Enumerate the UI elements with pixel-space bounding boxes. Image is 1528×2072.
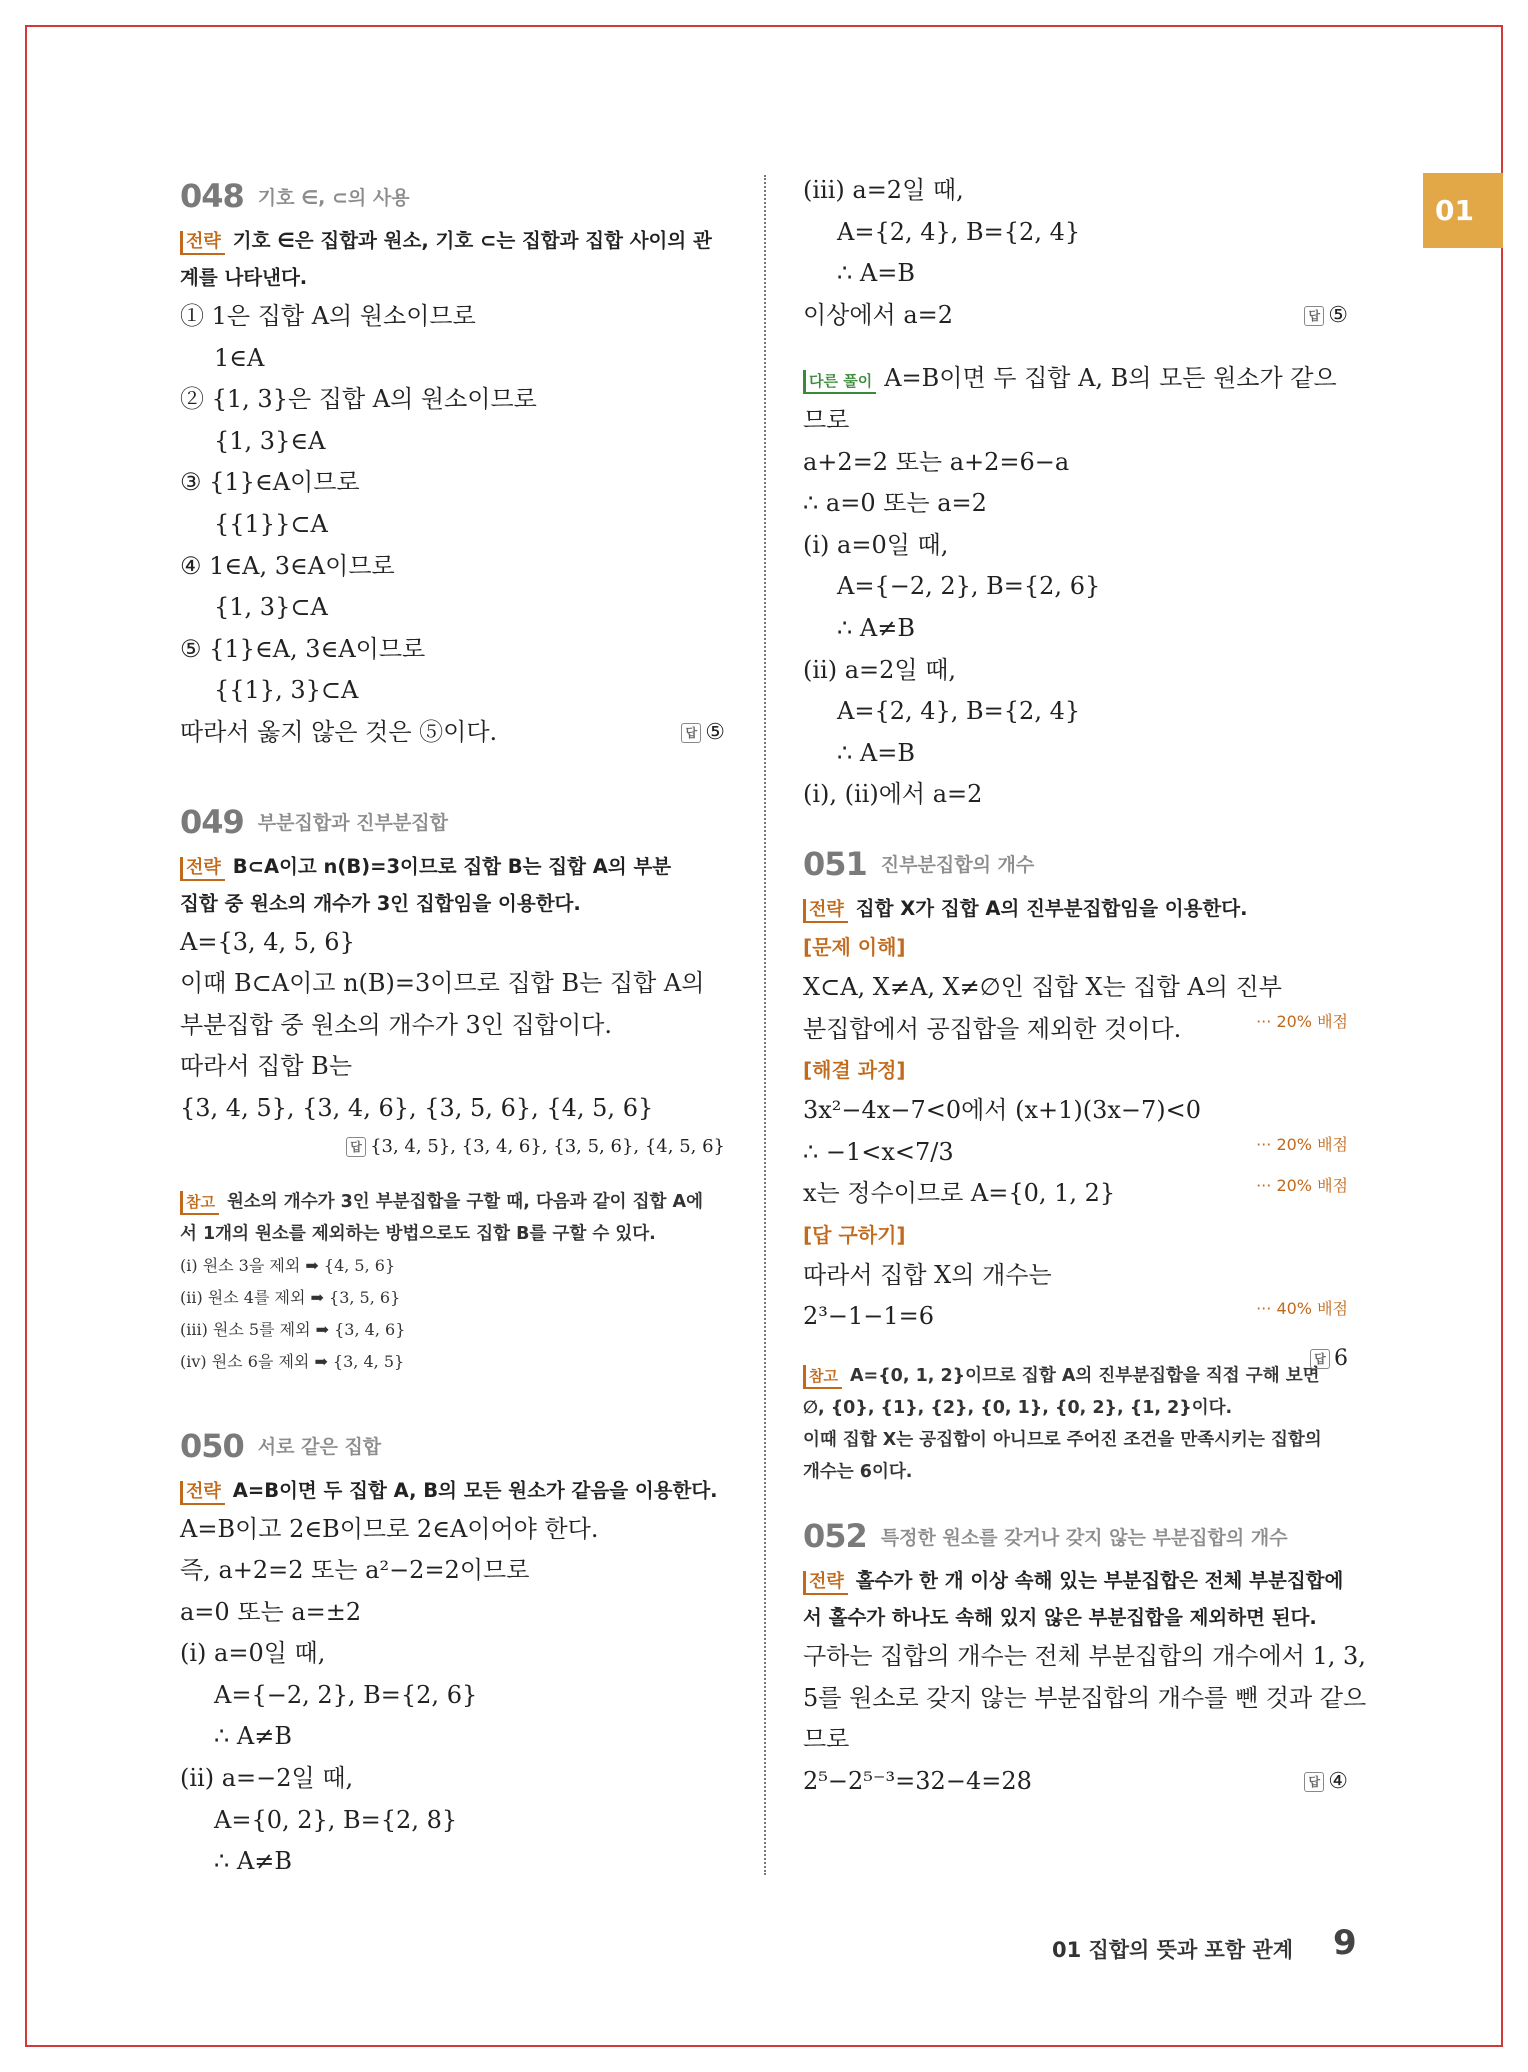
solution-line: 따라서 집합 X의 개수는 xyxy=(803,1260,1052,1289)
solution-line: X⊂A, X≠A, X≠∅인 집합 X는 집합 A의 진부 xyxy=(803,972,1282,1001)
step-label: [해결 과정] xyxy=(803,1058,906,1083)
score-label: ··· 20% 배점 xyxy=(1256,1134,1348,1154)
solution-line: {{1}}⊂A xyxy=(214,509,328,538)
section-header-048 xyxy=(180,170,725,222)
answer-mark: 답 xyxy=(1304,1772,1324,1792)
strategy-tag: 전략 xyxy=(803,899,848,923)
strategy-line: 전략 홀수가 한 개 이상 속해 있는 부분집합은 전체 부분집합에 xyxy=(803,1562,1348,1599)
alt-solution-line: 다른 풀이 A=B이면 두 집합 A, B의 모든 원소가 같으 xyxy=(803,358,1348,400)
strategy-line: 전략 A=B이면 두 집합 A, B의 모든 원소가 같음을 이용한다. xyxy=(180,1472,725,1509)
page-number: 9 xyxy=(1333,1923,1357,1963)
solution-line: A={2, 4}, B={2, 4} xyxy=(837,697,1081,726)
answer: 답 ⑤ xyxy=(681,712,725,754)
note-item: (ⅰ) 원소 3을 제외 ➡ {4, 5, 6} xyxy=(180,1255,396,1275)
right-column xyxy=(803,170,1367,1802)
solution-line: ∴ a=0 또는 a=2 xyxy=(803,489,987,518)
answer-mark: 답 xyxy=(1304,306,1324,326)
note-item: (ⅲ) 원소 5를 제외 ➡ {3, 4, 6} xyxy=(180,1319,406,1339)
section-header-052 xyxy=(803,1510,1348,1562)
solution-line: A={2, 4}, B={2, 4} xyxy=(837,217,1081,246)
answer-mark: 답 xyxy=(1310,1349,1330,1369)
strategy-line: 서 홀수가 하나도 속해 있지 않은 부분집합을 제외하면 된다. xyxy=(803,1606,1317,1630)
solution-line: 분집합에서 공집합을 제외한 것이다. ··· 20% 배점 xyxy=(803,1009,1348,1051)
solution-line: ∴ A≠B xyxy=(214,1847,292,1876)
strategy-tag: 전략 xyxy=(180,1481,225,1505)
column-divider xyxy=(764,175,766,1875)
note-line: 서 1개의 원소를 제외하는 방법으로도 집합 B를 구할 수 있다. xyxy=(180,1223,656,1244)
note-item: (ⅳ) 원소 6을 제외 ➡ {3, 4, 5} xyxy=(180,1351,405,1371)
solution-line: a+2=2 또는 a+2=6−a xyxy=(803,447,1070,476)
solution-line: 1∈A xyxy=(214,343,265,372)
score-label: ··· 20% 배점 xyxy=(1256,1176,1348,1196)
solution-line: x는 정수이므로 A={0, 1, 2} ··· 20% 배점 xyxy=(803,1173,1348,1215)
solution-line: 구하는 집합의 개수는 전체 부분집합의 개수에서 1, 3, xyxy=(803,1642,1366,1671)
problem-number: 049 xyxy=(180,802,244,841)
section-title: 서로 같은 집합 xyxy=(257,1436,382,1458)
note-line: 개수는 6이다. xyxy=(803,1462,913,1483)
solution-line: ∴ A=B xyxy=(837,738,915,767)
section-title: 기호 ∈, ⊂의 사용 xyxy=(257,186,410,209)
left-column xyxy=(180,170,725,1883)
solution-line: ③ {1}∈A이므로 xyxy=(180,468,360,497)
section-title: 진부분집합의 개수 xyxy=(880,854,1035,877)
solution-line: {{1}, 3}⊂A xyxy=(214,676,359,705)
solution-line: (ⅰ) a=0일 때, xyxy=(803,530,949,559)
solution-line: ② {1, 3}은 집합 A의 원소이므로 xyxy=(180,385,537,414)
solution-line: (ⅰ), (ⅱ)에서 a=2 xyxy=(803,780,983,809)
problem-number: 052 xyxy=(803,1517,867,1556)
section-title: 부분집합과 진부분집합 xyxy=(257,812,448,835)
answer: 답 ④ xyxy=(1304,1761,1348,1803)
note-line: 참고 A={0, 1, 2}이므로 집합 A의 진부분집합을 직접 구해 보면 xyxy=(803,1360,1348,1392)
strategy-line: 전략 B⊂A이고 n(B)=3이므로 집합 B는 집합 A의 부분 xyxy=(180,848,725,885)
note-line: 참고 원소의 개수가 3인 부분집합을 구할 때, 다음과 같이 집합 A에 xyxy=(180,1186,725,1218)
note-line: 이때 집합 X는 공집합이 아니므로 주어진 조건을 만족시키는 집합의 xyxy=(803,1430,1322,1451)
strategy-line: 전략 집합 X가 집합 A의 진부분집합임을 이용한다. xyxy=(803,890,1348,927)
solution-line: ∴ A=B xyxy=(837,259,915,288)
answer: 답 ⑤ xyxy=(1304,295,1348,337)
note-tag: 참고 xyxy=(180,1191,219,1215)
solution-line: {1, 3}⊂A xyxy=(214,593,328,622)
solution-line: 2⁵−2⁵⁻³=32−4=28 답 ④ xyxy=(803,1761,1348,1803)
problem-number: 050 xyxy=(180,1426,244,1465)
solution-line: 므로 xyxy=(803,1725,850,1754)
answer: 답 6 xyxy=(1310,1338,1348,1380)
solution-line: (ⅱ) a=2일 때, xyxy=(803,655,957,684)
solution-line: 따라서 집합 B는 xyxy=(180,1052,352,1081)
strategy-tag: 전략 xyxy=(180,857,225,881)
solution-line: {1, 3}∈A xyxy=(214,426,326,455)
score-label: ··· 40% 배점 xyxy=(1256,1299,1348,1319)
section-title: 특정한 원소를 갖거나 갖지 않는 부분집합의 개수 xyxy=(880,1526,1288,1549)
solution-line: ∴ A≠B xyxy=(837,613,915,642)
section-header-050 xyxy=(180,1420,725,1472)
solution-line: 즉, a+2=2 또는 a²−2=2이므로 xyxy=(180,1556,530,1585)
solution-line: ∴ −1<x<7/3 ··· 20% 배점 xyxy=(803,1132,1348,1174)
solution-line: ⑤ {1}∈A, 3∈A이므로 xyxy=(180,634,426,663)
solution-line: 2³−1−1=6 ··· 40% 배점 xyxy=(803,1296,1348,1338)
answer: 답 {3, 4, 5}, {3, 4, 6}, {3, 5, 6}, {4, 5, 6} xyxy=(346,1130,725,1164)
strategy-tag: 전략 xyxy=(803,1571,848,1595)
solution-line: (ⅱ) a=−2일 때, xyxy=(180,1764,354,1793)
solution-line: (ⅲ) a=2일 때, xyxy=(803,176,964,204)
solution-line: A=B이고 2∈B이므로 2∈A이어야 한다. xyxy=(180,1514,599,1543)
solution-line: 부분집합 중 원소의 개수가 3인 집합이다. xyxy=(180,1010,612,1039)
section-header-051 xyxy=(803,838,1348,890)
answer-line xyxy=(180,1130,725,1164)
strategy-line: 전략 기호 ∈은 집합과 원소, 기호 ⊂는 집합과 집합 사이의 관 xyxy=(180,222,725,259)
solution-line: A={−2, 2}, B={2, 6} xyxy=(214,1680,478,1709)
solution-line: ① 1은 집합 A의 원소이므로 xyxy=(180,302,476,330)
step-label: [답 구하기] xyxy=(803,1222,906,1247)
solution-line: 따라서 옳지 않은 것은 ⑤이다. 답 ⑤ xyxy=(180,712,725,754)
note-line: ∅, {0}, {1}, {2}, {0, 1}, {0, 2}, {1, 2}이다. xyxy=(803,1398,1233,1419)
solution-line: 이때 B⊂A이고 n(B)=3이므로 집합 B는 집합 A의 xyxy=(180,969,705,998)
footer-chapter-title: 01 집합의 뜻과 포함 관계 xyxy=(1051,1938,1293,1962)
solution-line: 5를 원소로 갖지 않는 부분집합의 개수를 뺀 것과 같으 xyxy=(803,1683,1367,1712)
strategy-line: 계를 나타낸다. xyxy=(180,266,308,289)
solution-line: 므로 xyxy=(803,405,850,434)
strategy-line: 집합 중 원소의 개수가 3인 집합임을 이용한다. xyxy=(180,891,581,915)
solution-line: A={−2, 2}, B={2, 6} xyxy=(837,572,1101,601)
solution-line: ④ 1∈A, 3∈A이므로 xyxy=(180,551,395,580)
answer-mark: 답 xyxy=(346,1137,366,1157)
solution-line: 이상에서 a=2 답 ⑤ xyxy=(803,295,1348,337)
problem-number: 048 xyxy=(180,177,244,215)
answer-mark: 답 xyxy=(681,723,701,743)
solution-line: a=0 또는 a=±2 xyxy=(180,1597,362,1626)
problem-number: 051 xyxy=(803,844,867,883)
solution-line: 3x²−4x−7<0에서 (x+1)(3x−7)<0 xyxy=(803,1096,1202,1125)
score-label: ··· 20% 배점 xyxy=(1256,1011,1348,1031)
solution-line: (ⅰ) a=0일 때, xyxy=(180,1639,326,1668)
step-label: [문제 이해] xyxy=(803,934,906,959)
note-tag: 참고 xyxy=(803,1365,842,1389)
alt-solution-tag: 다른 풀이 xyxy=(803,370,876,394)
solution-line: A={3, 4, 5, 6} xyxy=(180,927,355,956)
solution-line: {3, 4, 5}, {3, 4, 6}, {3, 5, 6}, {4, 5, 6} xyxy=(180,1093,654,1122)
chapter-tab: 01 xyxy=(1423,173,1503,248)
section-header-049 xyxy=(180,796,725,848)
strategy-tag: 전략 xyxy=(180,231,225,255)
solution-line: A={0, 2}, B={2, 8} xyxy=(214,1805,458,1834)
solution-line: ∴ A≠B xyxy=(214,1722,292,1751)
note-item: (ⅱ) 원소 4를 제외 ➡ {3, 5, 6} xyxy=(180,1287,401,1307)
